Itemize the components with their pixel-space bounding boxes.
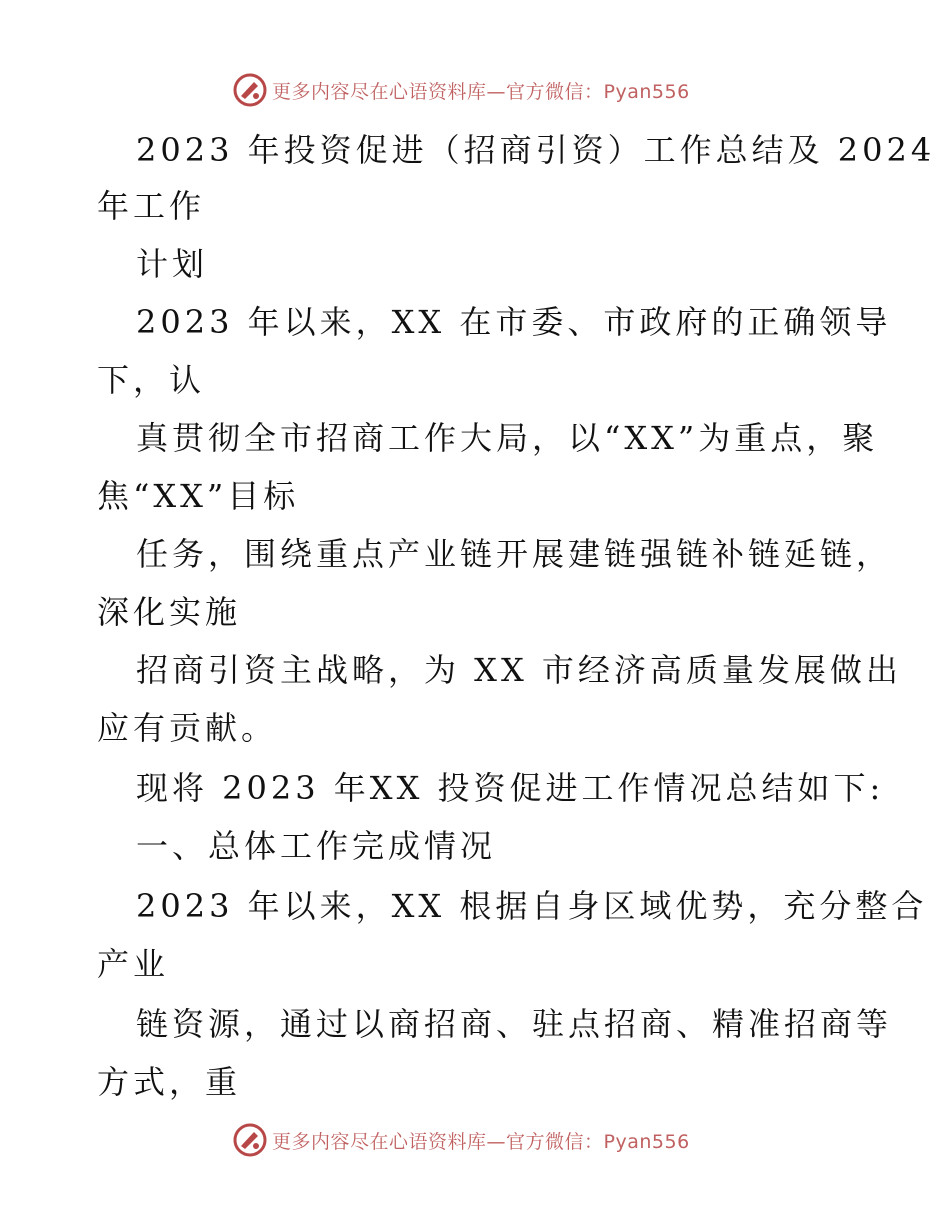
text-line: 计划: [136, 245, 209, 283]
text-line: 方式，重: [97, 1063, 242, 1101]
brand-logo-icon: [232, 1122, 268, 1158]
text-line: 招商引资主战略，为 XX 市经济高质量发展做出: [136, 651, 902, 689]
text-line: 现将 2023 年XX 投资促进工作情况总结如下:: [136, 769, 885, 807]
header-watermark: [232, 72, 690, 108]
section-heading: 一、总体工作完成情况: [136, 827, 497, 865]
text-line: 下，认: [97, 361, 206, 399]
text-line: 2023 年以来，XX 在市委、市政府的正确领导: [136, 303, 892, 341]
text-line: 任务，围绕重点产业链开展建链强链补链延链，: [136, 535, 893, 573]
watermark-text: 更多内容尽在心语资料库—官方微信：Pyan556: [272, 1130, 690, 1153]
brand-logo-icon: [232, 72, 268, 108]
footer-watermark: [232, 1122, 690, 1158]
text-line: 应有贡献。: [97, 709, 278, 747]
watermark-text: 更多内容尽在心语资料库—官方微信：Pyan556: [272, 80, 690, 103]
text-line: 2023 年以来，XX 根据自身区域优势，充分整合: [136, 887, 928, 925]
text-line: 2023 年投资促进（招商引资）工作总结及 2024: [136, 131, 936, 169]
text-line: 真贯彻全市招商工作大局，以“XX”为重点，聚: [136, 419, 879, 457]
text-line: 年工作: [97, 187, 206, 225]
text-line: 链资源，通过以商招商、驻点招商、精准招商等: [136, 1005, 893, 1043]
text-line: 深化实施: [97, 593, 242, 631]
text-line: 产业: [97, 945, 170, 983]
text-line: 焦“XX”目标: [97, 477, 300, 515]
